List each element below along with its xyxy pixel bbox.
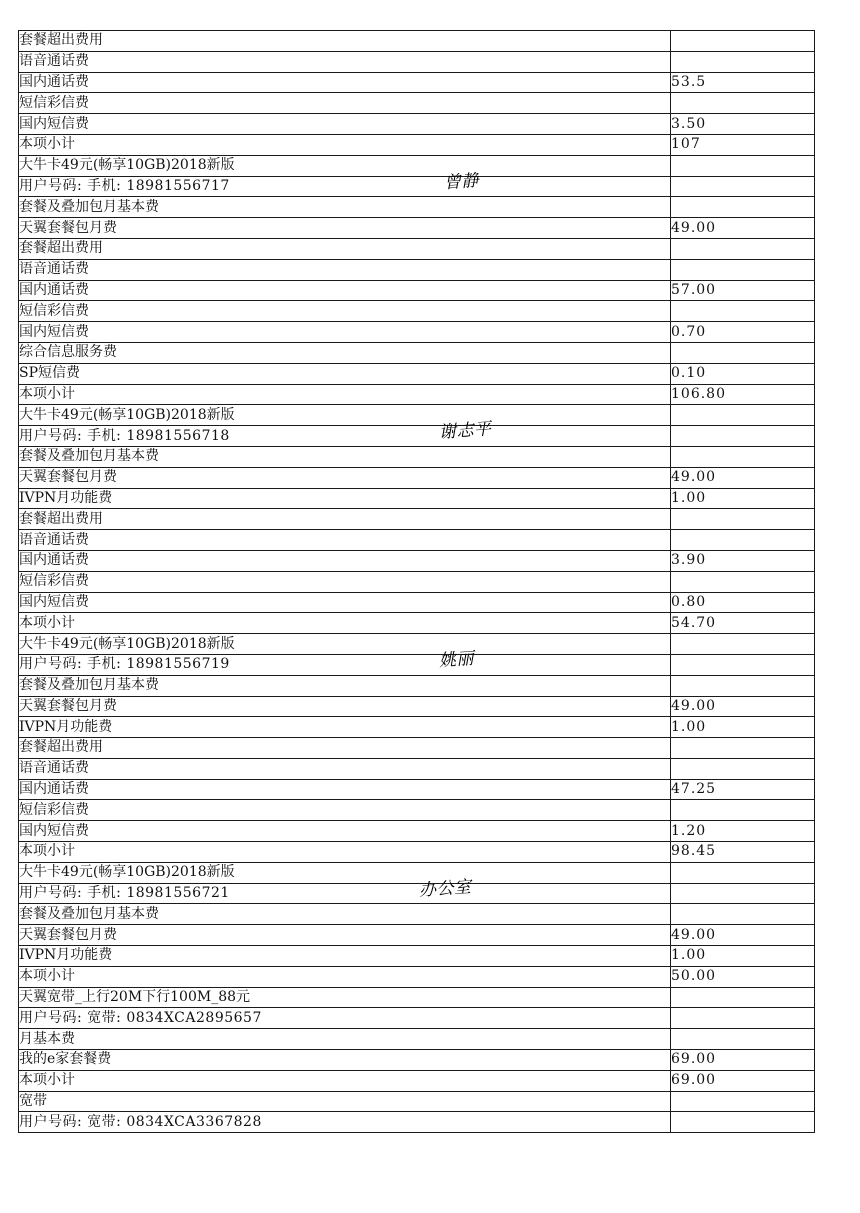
bill-row (19, 384, 815, 405)
amount-cell: 57.00 (671, 280, 815, 301)
amount-cell (671, 446, 815, 467)
amount-cell (671, 176, 815, 197)
handwritten-signature: 曾静 (443, 170, 480, 193)
amount-cell: 49.00 (671, 696, 815, 717)
row-heading (19, 862, 671, 883)
fee-item-label (19, 322, 671, 343)
row-text: 国内短信费 (19, 593, 89, 610)
bill-row (19, 800, 815, 821)
amount-cell: 1.00 (671, 488, 815, 509)
row-text: 套餐超出费用 (19, 739, 103, 756)
fee-item-label (19, 696, 671, 717)
amount-cell (671, 342, 815, 363)
amount-cell: 0.80 (671, 592, 815, 613)
amount-cell (671, 862, 815, 883)
bill-row (19, 883, 815, 904)
amount-cell (671, 509, 815, 530)
amount-cell (671, 1091, 815, 1112)
amount-cell: 69.00 (671, 1070, 815, 1091)
bill-row (19, 1112, 815, 1133)
bill-row (19, 322, 815, 343)
amount-cell (671, 530, 815, 551)
bill-row (19, 93, 815, 114)
row-text: 套餐超出费用 (19, 32, 103, 49)
bill-row (19, 966, 815, 987)
handwritten-signature: 谢志平 (438, 419, 493, 443)
bill-row (19, 862, 815, 883)
user-number-label (19, 419, 671, 447)
bill-row (19, 779, 815, 800)
row-text: 国内通话费 (19, 281, 89, 298)
row-text: 用户号码: 手机: 18981556717 (19, 177, 230, 194)
row-heading (19, 987, 671, 1008)
amount-cell (671, 155, 815, 176)
handwritten-signature: 办公室 (418, 876, 473, 901)
row-text: 国内通话费 (19, 73, 89, 90)
bill-row (19, 821, 815, 842)
amount-cell (671, 259, 815, 280)
row-text: SP短信费 (19, 365, 81, 382)
bill-row (19, 592, 815, 613)
row-heading (19, 613, 671, 634)
row-text: 本项小计 (19, 968, 75, 985)
fee-item-label (19, 93, 671, 114)
amount-cell: 1.00 (671, 946, 815, 967)
bill-table-body (19, 31, 815, 1133)
bill-row (19, 134, 815, 155)
row-heading (19, 155, 671, 176)
bill-row (19, 426, 815, 447)
amount-cell (671, 758, 815, 779)
row-text: 短信彩信费 (19, 94, 89, 111)
amount-cell: 106.80 (671, 384, 815, 405)
amount-cell (671, 426, 815, 447)
amount-cell (671, 1029, 815, 1050)
row-text: 大牛卡49元(畅享10GB)2018新版 (19, 635, 235, 652)
fee-item-label (19, 1050, 671, 1071)
fee-item-label (19, 280, 671, 301)
bill-row (19, 987, 815, 1008)
fee-item-label (19, 779, 671, 800)
amount-cell (671, 238, 815, 259)
fee-item-label (19, 114, 671, 135)
bill-row (19, 488, 815, 509)
row-text: 语音通话费 (19, 760, 89, 777)
row-text: 宽带 (19, 1093, 47, 1110)
bill-row (19, 280, 815, 301)
bill-row (19, 1008, 815, 1029)
row-heading (19, 1091, 671, 1112)
row-text: 语音通话费 (19, 531, 89, 548)
fee-item-label (19, 592, 671, 613)
row-text: 套餐超出费用 (19, 510, 103, 527)
bill-row (19, 1070, 815, 1091)
bill-row (19, 530, 815, 551)
amount-cell (671, 405, 815, 426)
amount-cell (671, 197, 815, 218)
amount-cell: 53.5 (671, 72, 815, 93)
bill-row (19, 197, 815, 218)
amount-cell (671, 634, 815, 655)
bill-row (19, 509, 815, 530)
fee-item-label (19, 925, 671, 946)
fee-item-label (19, 259, 671, 280)
row-text: 天翼套餐包月费 (19, 219, 117, 236)
row-text: 天翼套餐包月费 (19, 469, 117, 486)
bill-row (19, 550, 815, 571)
user-number-label (19, 1112, 671, 1133)
amount-cell (671, 800, 815, 821)
fee-item-label (19, 72, 671, 93)
bill-row (19, 259, 815, 280)
user-number-label (19, 876, 671, 904)
amount-cell: 49.00 (671, 467, 815, 488)
amount-cell (671, 93, 815, 114)
fee-item-label (19, 946, 671, 967)
amount-cell: 0.70 (671, 322, 815, 343)
fee-item-label (19, 758, 671, 779)
row-text: 套餐及叠加包月基本费 (19, 677, 159, 694)
bill-row (19, 155, 815, 176)
bill-row (19, 738, 815, 759)
bill-row (19, 446, 815, 467)
row-text: 天翼套餐包月费 (19, 697, 117, 714)
row-text: 天翼宽带_上行20M下行100M_88元 (19, 989, 251, 1006)
row-text: 国内短信费 (19, 323, 89, 340)
row-text: 月基本费 (19, 1030, 75, 1047)
bill-row (19, 363, 815, 384)
amount-cell: 54.70 (671, 613, 815, 634)
bill-row (19, 72, 815, 93)
row-heading (19, 842, 671, 863)
fee-item-label (19, 904, 671, 925)
row-heading (19, 384, 671, 405)
amount-cell: 3.90 (671, 550, 815, 571)
amount-cell (671, 904, 815, 925)
amount-cell (671, 571, 815, 592)
amount-cell (671, 51, 815, 72)
bill-row (19, 1050, 815, 1071)
bill-row (19, 696, 815, 717)
row-text: 天翼套餐包月费 (19, 926, 117, 943)
row-text: 国内通话费 (19, 781, 89, 798)
amount-cell (671, 654, 815, 675)
amount-cell (671, 1112, 815, 1133)
row-text: IVPN月功能费 (19, 947, 113, 964)
amount-cell: 0.10 (671, 363, 815, 384)
bill-row (19, 717, 815, 738)
row-text: 国内通话费 (19, 552, 89, 569)
row-text: 短信彩信费 (19, 302, 89, 319)
amount-cell: 107 (671, 134, 815, 155)
user-number-label (19, 648, 671, 675)
bill-row (19, 176, 815, 197)
fee-item-label (19, 197, 671, 218)
fee-item-label (19, 530, 671, 551)
amount-cell (671, 738, 815, 759)
handwritten-signature: 姚丽 (438, 648, 475, 672)
fee-item-label (19, 571, 671, 592)
amount-cell: 3.50 (671, 114, 815, 135)
bill-table (18, 30, 815, 1133)
fee-item-label (19, 51, 671, 72)
bill-row (19, 31, 815, 52)
row-text: 大牛卡49元(畅享10GB)2018新版 (19, 864, 235, 881)
bill-row (19, 301, 815, 322)
row-text: 语音通话费 (19, 261, 89, 278)
bill-row (19, 405, 815, 426)
bill-row (19, 675, 815, 696)
fee-item-label (19, 363, 671, 384)
bill-row (19, 114, 815, 135)
amount-cell (671, 301, 815, 322)
amount-cell (671, 675, 815, 696)
fee-item-label (19, 238, 671, 259)
amount-cell: 69.00 (671, 1050, 815, 1071)
fee-item-label (19, 800, 671, 821)
bill-row (19, 842, 815, 863)
row-text: 大牛卡49元(畅享10GB)2018新版 (19, 406, 235, 423)
row-text: 本项小计 (19, 1072, 75, 1089)
row-text: 套餐及叠加包月基本费 (19, 198, 159, 215)
amount-cell: 98.45 (671, 842, 815, 863)
amount-cell: 1.20 (671, 821, 815, 842)
fee-item-label (19, 717, 671, 738)
row-text: 语音通话费 (19, 53, 89, 70)
fee-item-label (19, 509, 671, 530)
row-text: 国内短信费 (19, 822, 89, 839)
amount-cell: 50.00 (671, 966, 815, 987)
bill-row (19, 571, 815, 592)
row-text: 我的e家套餐费 (19, 1051, 112, 1068)
fee-item-label (19, 31, 671, 52)
row-text: 短信彩信费 (19, 801, 89, 818)
bill-row (19, 51, 815, 72)
row-text: 本项小计 (19, 385, 75, 402)
user-number-label (19, 170, 671, 197)
bill-row (19, 758, 815, 779)
fee-item-label (19, 1029, 671, 1050)
row-text: 用户号码: 宽带: 0834XCA2895657 (19, 1009, 262, 1026)
bill-row (19, 904, 815, 925)
row-text: 短信彩信费 (19, 573, 89, 590)
fee-item-label (19, 218, 671, 239)
bill-row (19, 634, 815, 655)
row-text: 套餐及叠加包月基本费 (19, 448, 159, 465)
bill-row (19, 342, 815, 363)
row-text: 套餐及叠加包月基本费 (19, 905, 159, 922)
fee-item-label (19, 675, 671, 696)
row-heading (19, 966, 671, 987)
row-heading (19, 405, 671, 426)
bill-row (19, 218, 815, 239)
row-text: 大牛卡49元(畅享10GB)2018新版 (19, 157, 235, 174)
row-text: 用户号码: 手机: 18981556718 (19, 427, 230, 444)
amount-cell: 49.00 (671, 218, 815, 239)
fee-item-label (19, 738, 671, 759)
user-number-label (19, 1008, 671, 1029)
row-text: IVPN月功能费 (19, 718, 113, 735)
row-text: 用户号码: 宽带: 0834XCA3367828 (19, 1113, 262, 1130)
amount-cell (671, 1008, 815, 1029)
fee-item-label (19, 821, 671, 842)
fee-item-label (19, 550, 671, 571)
row-text: 套餐超出费用 (19, 240, 103, 257)
row-text: IVPN月功能费 (19, 489, 113, 506)
amount-cell: 47.25 (671, 779, 815, 800)
fee-item-label (19, 301, 671, 322)
row-text: 综合信息服务费 (19, 344, 117, 361)
row-heading (19, 1070, 671, 1091)
row-text: 国内短信费 (19, 115, 89, 132)
row-text: 本项小计 (19, 136, 75, 153)
amount-cell (671, 883, 815, 904)
bill-row (19, 654, 815, 675)
bill-row (19, 467, 815, 488)
bill-row (19, 613, 815, 634)
amount-cell: 49.00 (671, 925, 815, 946)
row-text: 本项小计 (19, 843, 75, 860)
bill-row (19, 1029, 815, 1050)
bill-sheet (18, 30, 814, 1133)
fee-item-label (19, 342, 671, 363)
amount-cell: 1.00 (671, 717, 815, 738)
amount-cell (671, 31, 815, 52)
row-text: 本项小计 (19, 614, 75, 631)
row-heading (19, 134, 671, 155)
row-heading (19, 634, 671, 655)
fee-item-label (19, 446, 671, 467)
fee-item-label (19, 467, 671, 488)
bill-row (19, 946, 815, 967)
row-text: 用户号码: 手机: 18981556719 (19, 656, 230, 673)
bill-row (19, 925, 815, 946)
fee-item-label (19, 488, 671, 509)
bill-row (19, 1091, 815, 1112)
row-text: 用户号码: 手机: 18981556721 (19, 885, 230, 902)
bill-row (19, 238, 815, 259)
amount-cell (671, 987, 815, 1008)
